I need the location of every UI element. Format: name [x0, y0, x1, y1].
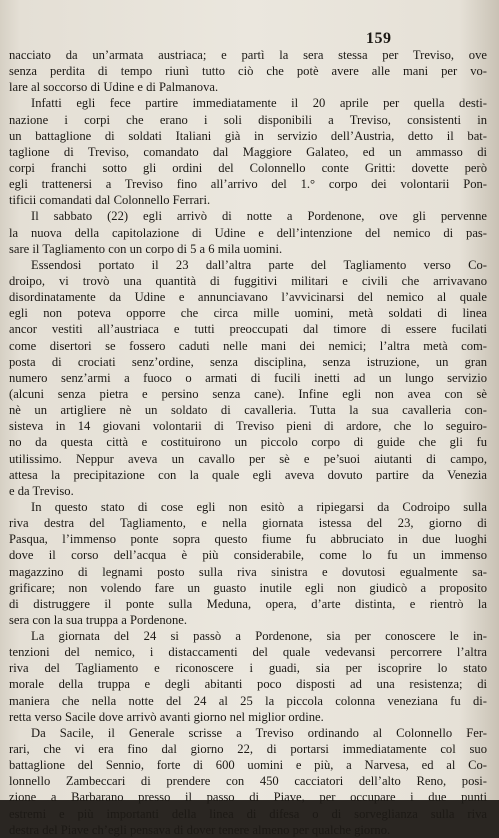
text-line: tenzioni del nemico, i distaccamenti del quale vedevansi percorrere l’altra: [9, 645, 487, 660]
text-line: posta di crociati senz’ordine, senza disciplina, senza istruzione, un gran: [9, 354, 487, 369]
text-line: La giornata del 24 si passò a Pordenone, sia per conoscere le in-: [31, 629, 487, 644]
text-line: un battaglione di soldati Italiani già in servizio dell’Austria, detto il bat-: [9, 128, 487, 143]
text-line: come disertori se fossero caduti nelle mani dei nemici; l’altra metà com-: [9, 338, 487, 353]
text-line: (alcuni senza pietra e persino senza cane). Infine egli non avea con sè: [9, 386, 487, 401]
text-line: nacciato da un’armata austriaca; e partì la sera stessa per Treviso, ove: [9, 48, 487, 62]
page-number: 159: [366, 30, 392, 47]
text-line: maniera che nella notte del 24 al 25 la piccola colonna veneziana fu di-: [9, 693, 487, 708]
text-line: corpi franchi sotto gli ordini del Colonnello conte Gritti: dovette però: [9, 160, 487, 175]
text-line: nazione i corpi che erano i soli disponibili a Treviso, consistenti in: [9, 112, 487, 127]
body-text: [9, 47, 487, 838]
text-line: numero senz’armi a fuoco o armati di fucili inetti ad un lungo servizio: [9, 370, 487, 385]
text-line: taglione di Treviso, comandato dal Maggiore Galateo, ed un ammasso di: [9, 144, 487, 159]
text-line: Pasqua, l’immenso ponte sopra questo fiume fu abbruciato in due luoghi: [9, 532, 487, 547]
text-line: Infatti egli fece partire immediatamente il 20 aprile per quella desti-: [31, 96, 487, 111]
text-line: sisteva in 14 giovani volontarii di Treviso pieni di ardore, che lo seguiro-: [9, 419, 487, 434]
text-line: droipo, vi trovò una quantità di fuggitivi militari e civili che arrivavano: [9, 273, 487, 288]
text-line: nè un artigliere nè un soldato di cavalleria. Tutta la sua cavalleria con-: [9, 403, 487, 418]
text-line: utilissimo. Neppur aveva un cavallo per sè e pe’suoi aiutanti di campo,: [9, 451, 487, 466]
text-line: lare al soccorso di Udine e di Palmanova.: [9, 80, 219, 95]
text-line: battaglione del Sennio, forte di 600 uomini e più, a Narvesa, ed al Co-: [9, 758, 487, 773]
text-line: magazzino di legnami posto sulla riva sinistra e dovutosi egualmente sa-: [9, 564, 487, 579]
text-line: riva destra del Tagliamento, e nella giornata istessa del 23, giorno di: [9, 516, 487, 531]
text-line: riva del Tagliamento e riconoscere i guadi, sia per iscoprire lo stato: [9, 661, 487, 676]
text-line: rari, che vi era fino dal giorno 22, di portarsi immediatamente col suo: [9, 742, 487, 757]
text-line: senza perdita di tempo riunì tutto ciò che potè avere alle mani per vo-: [9, 64, 487, 79]
text-line: di distruggere il ponte sulla Meduna, opera, d’arte distinta, e rientrò la: [9, 596, 487, 611]
text-line: Il sabbato (22) egli arrivò di notte a Pordenone, ove gli pervenne: [31, 209, 487, 224]
text-line: Da Sacile, il Generale scrisse a Treviso ordinando al Colonnello Fer-: [31, 725, 487, 740]
text-line: tificii comandati dal Colonnello Ferrari.: [9, 193, 211, 208]
text-line: attesa la precipitazione con la quale egli aveva dovuto partire da Venezia: [9, 467, 487, 482]
text-line: sare il Tagliamento con un corpo di 5 a 6 mila uomini.: [9, 241, 283, 256]
text-line: retta verso Sacile dove arrivò avanti giorno nel miglior ordine.: [9, 709, 324, 724]
text-line: dove il corso dell’acqua è più considerabile, come lo fu un immenso: [9, 548, 487, 563]
text-line: grificare; non volendo fare un guasto inutile egli non giudicò a proposito: [9, 580, 487, 595]
text-line: egli trattenersi a Treviso fino all’arrivo del 1.° corpo dei volontarii Pon-: [9, 177, 487, 192]
text-line: la nuova della capitolazione di Udine e dell’intenzione del nemico di pas-: [9, 225, 487, 240]
text-line: morale della truppa e degli abitanti poco disposti ad una resistenza; di: [9, 677, 487, 692]
text-line: ancor vestiti all’austriaca e tutti preoccupati dal timore di essere fucilati: [9, 322, 487, 337]
text-line: zione a Barbarano presso il passo di Piave, per occupare i due punti: [9, 790, 487, 805]
text-line: no da questa città e costituirono un piccolo corpo di guide che gli fu: [9, 435, 487, 450]
text-line: In questo stato di cose egli non esitò a ripiegarsi da Codroipo sulla: [31, 499, 487, 514]
text-line: egli non poteva opporre che circa mille uomini, metà soldati di linea: [9, 306, 487, 321]
text-line: sera con la sua truppa a Pordenone.: [9, 612, 187, 627]
text-line: Essendosi portato il 23 dall’altra parte del Tagliamento verso Co-: [31, 257, 487, 272]
text-line: destra del Piave ch’egli pensava di dover tenere almeno per qualche giorno.: [9, 822, 391, 837]
text-line: disordinatamente da Udine e annunciavano l’avvicinarsi del nemico al quale: [9, 290, 487, 305]
text-line: estremi e più importanti della linea di difesa o di sorveglianza sulla riva: [9, 806, 487, 821]
text-line: e da Treviso.: [9, 483, 74, 498]
text-line: lonnello Zambeccari di prendere con 450 cacciatori dell’alto Reno, posi-: [9, 774, 487, 789]
